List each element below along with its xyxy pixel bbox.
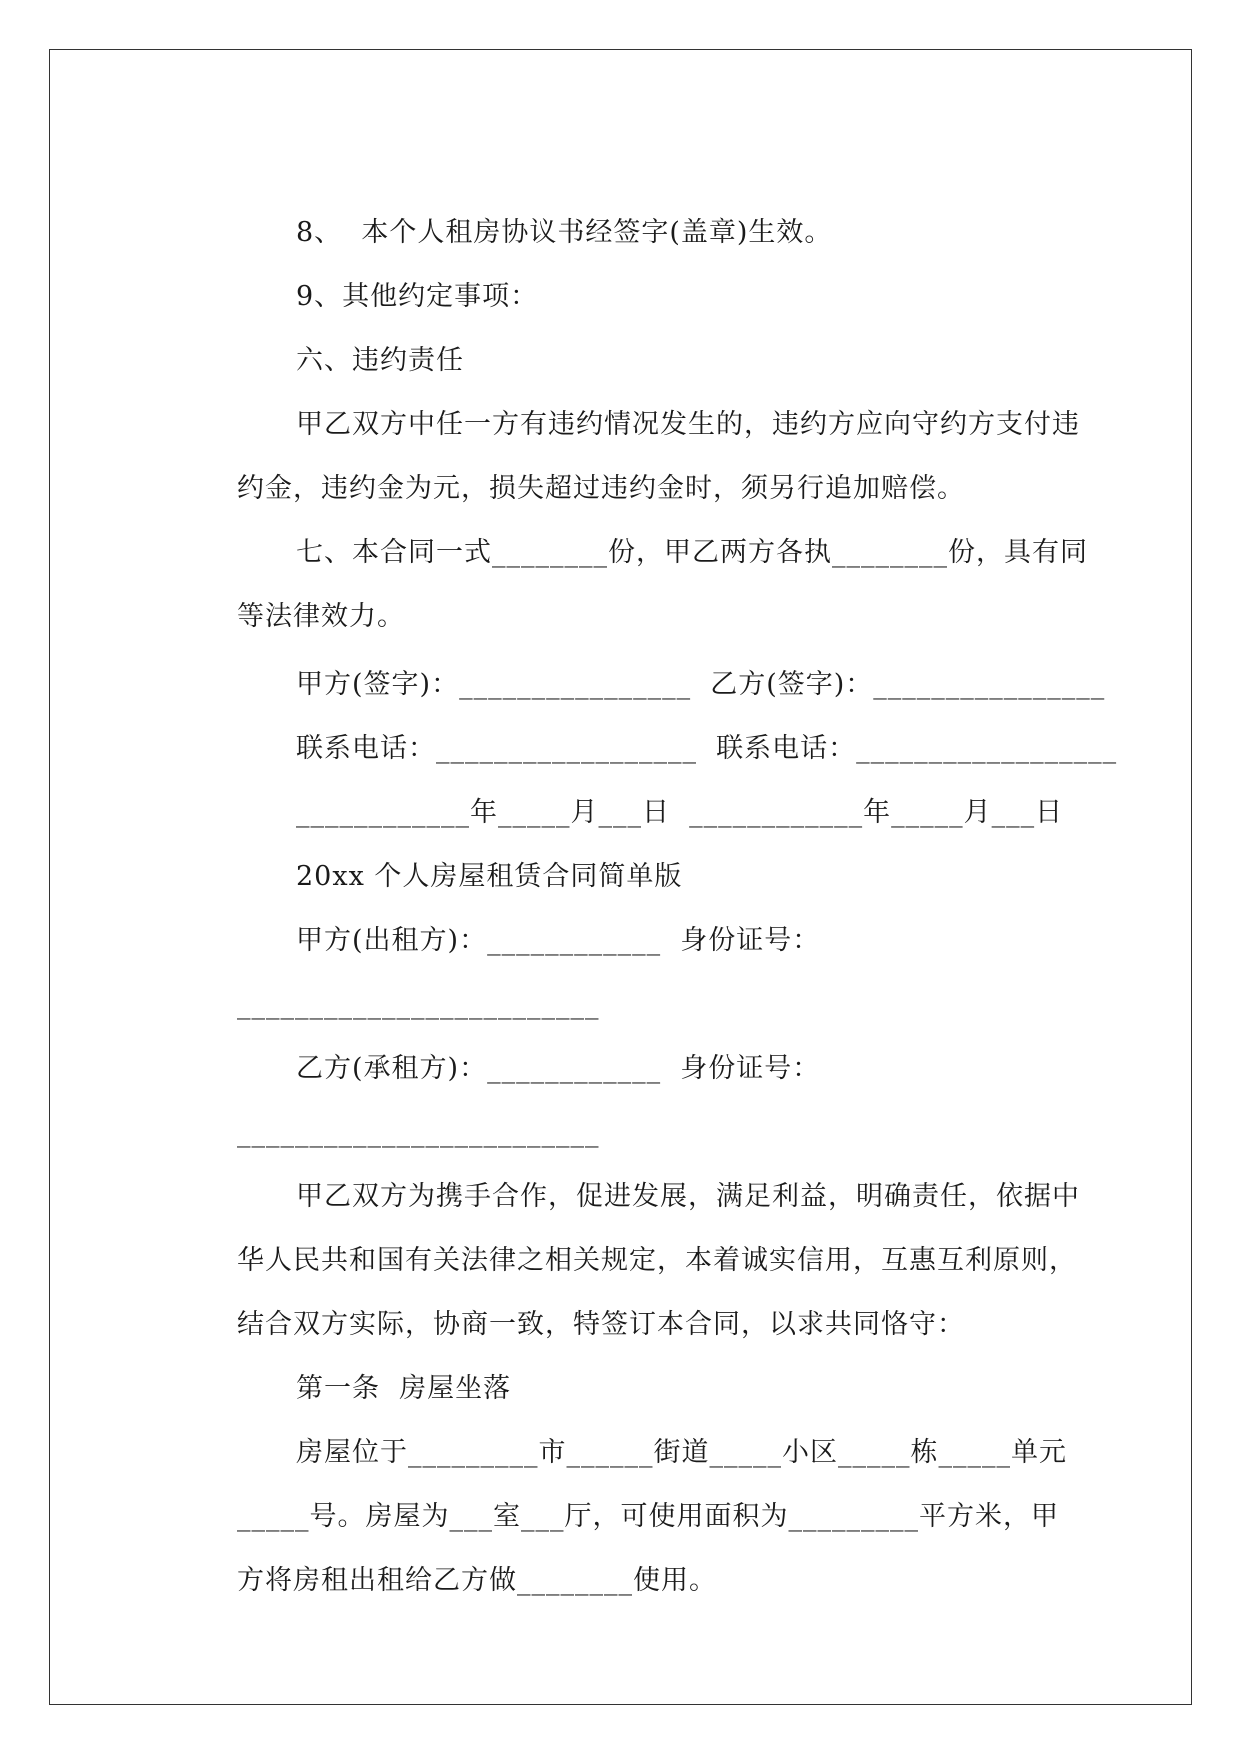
clause-8: 8、 本个人租房协议书经签字(盖章)生效。 — [296, 217, 833, 248]
party-b-id-blank: _________________________ — [237, 1117, 600, 1148]
copies-paragraph-line: 七、本合同一式________份，甲乙两方各执________份，具有同 — [296, 537, 1088, 568]
phone-line: 联系电话：__________________ 联系电话：__________________ — [296, 733, 1118, 764]
section-heading-breach: 六、违约责任 — [296, 345, 464, 376]
breach-paragraph-line: 甲乙双方中任一方有违约情况发生的，违约方应向守约方支付违 — [296, 409, 1080, 440]
preamble-line: 结合双方实际，协商一致，特签订本合同，以求共同恪守： — [237, 1309, 965, 1340]
article-1-paragraph-line: 房屋位于_________市______街道_____小区_____栋_____单元 — [296, 1437, 1067, 1468]
party-a-id-blank: _________________________ — [237, 989, 600, 1020]
contract-title: 20xx 个人房屋租赁合同简单版 — [296, 861, 683, 892]
preamble-line: 甲乙双方为携手合作，促进发展，满足利益，明确责任，依据中 — [296, 1181, 1080, 1212]
party-b-line: 乙方(承租方)：____________ 身份证号： — [296, 1053, 821, 1084]
breach-paragraph-line: 约金，违约金为元，损失超过违约金时，须另行追加赔偿。 — [237, 473, 965, 504]
article-1-paragraph-line: _____号。房屋为___室___厅，可使用面积为_________平方米，甲 — [237, 1501, 1059, 1532]
article-1-heading: 第一条 房屋坐落 — [296, 1373, 512, 1404]
party-a-line: 甲方(出租方)：____________ 身份证号： — [296, 925, 821, 956]
document-page — [49, 49, 1192, 1705]
signature-line: 甲方(签字)：________________ 乙方(签字)：________________ — [296, 669, 1106, 700]
copies-paragraph-line: 等法律效力。 — [237, 601, 405, 632]
article-1-paragraph-line: 方将房租出租给乙方做________使用。 — [237, 1565, 717, 1596]
preamble-line: 华人民共和国有关法律之相关规定，本着诚实信用，互惠互利原则， — [237, 1245, 1077, 1276]
clause-9: 9、其他约定事项： — [296, 281, 539, 312]
date-line: ____________年_____月___日 ____________年_____月___日 — [296, 797, 1064, 828]
